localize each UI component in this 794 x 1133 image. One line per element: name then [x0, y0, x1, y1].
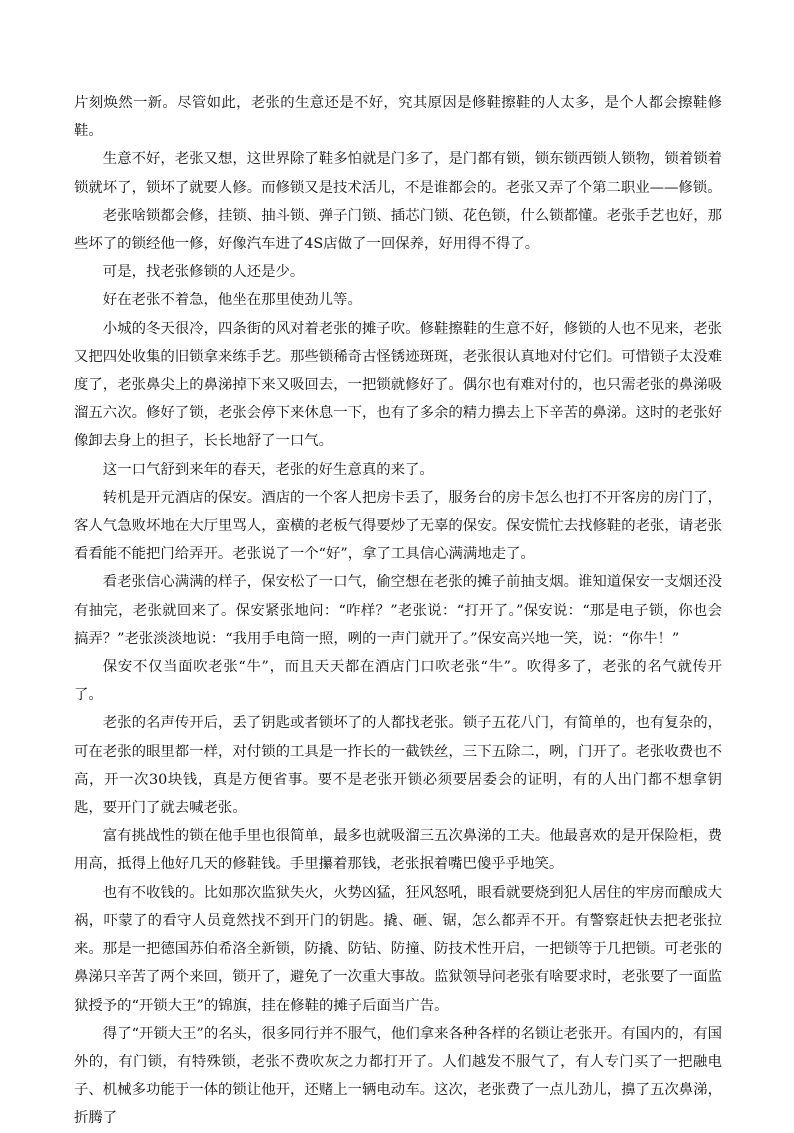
paragraph-9: 看老张信心满满的样子，保安松了一口气，偷空想在老张的摊子前抽支烟。谁知道保安一支烟还没有抽完，老张就回来了。保安紧张地问：“咋样？”老张说：“打开了。”保安说：“那是电子锁，你也会搞弄？”老张淡淡地说：“我用手电筒一照，咧的一声门就开了。”保安高兴地一笑，说：“你牛！” [74, 574, 722, 647]
paragraph-14: 得了“开锁大王”的名头，很多同行并不服气，他们拿来各种各样的名锁让老张开。有国内的，有国外的，有门锁，有特殊锁，老张不费吹灰之力都打开了。人们越发不服气了，有人专门买了一把融电子、机械多功能于一体的锁让他开，还赌上一辆电动车。这次，老张费了一点儿劲儿，擤了五次鼻涕，折腾了 [74, 1025, 722, 1127]
paragraph-5: 好在老张不着急，他坐在那里使劲儿等。 [102, 292, 362, 309]
paragraph-8: 转机是开元酒店的保安。酒店的一个客人把房卡丢了，服务台的房卡怎么也打不开客房的房门了，客人气急败坏地在大厅里骂人，蛮横的老板气得要炒了无辜的保安。保安慌忙去找修鞋的老张，请老张看看能不能把门给弄开。老张说了一个“好”，拿了工具信心满满地走了。 [74, 489, 722, 563]
article-body [74, 89, 722, 1133]
paragraph-7: 这一口气舒到来年的春天，老张的好生意真的来了。 [102, 461, 434, 478]
paragraph-11: 老张的名声传开后，丢了钥匙或者锁坏了的人都找老张。锁子五花八门，有简单的，也有复杂的，可在老张的眼里都一样，对付锁的工具是一拃长的一截铁丝，三下五除二，咧，门开了。老张收费也不高，开一次30块钱，真是方便省事。要不是老张开锁必须要居委会的证明，有的人出门都不想拿钥匙，要开门了就去喊老张。 [74, 715, 722, 817]
paragraph-10: 保安不仅当面吹老张“牛”，而且天天都在酒店门口吹老张“牛”。吹得多了，老张的名气就传开了。 [74, 659, 722, 704]
paragraph-6: 小城的冬天很冷，四条街的风对着老张的摊子吹。修鞋擦鞋的生意不好，修锁的人也不见来，老张又把四处收集的旧锁拿来练手艺。那些锁稀奇古怪锈迹斑斑，老张很认真地对付它们。可惜锁子太没难度了，老张鼻尖上的鼻涕掉下来又吸回去，一把锁就修好了。偶尔也有难对付的，也只需老张的鼻涕吸溜五六次。修好了锁，老张会停下来休息一下，也有了多余的精力擤去上下辛苦的鼻涕。这时的老张好像卸去身上的担子，长长地舒了一口气。 [74, 320, 722, 450]
paragraph-4: 可是，找老张修锁的人还是少。 [102, 264, 305, 281]
paragraph-3: 老张啥锁都会修，挂锁、抽斗锁、弹子门锁、插芯门锁、花色锁，什么锁都懂。老张手艺也好，那些坏了的锁经他一修，好像汽车进了4S店做了一回保养，好用得不得了。 [74, 207, 722, 253]
paragraph-13: 也有不收钱的。比如那次监狱失火，火势凶猛，狂风怒吼，眼看就要烧到犯人居住的牢房而酿成大祸，吓蒙了的看守人员竟然找不到开门的钥匙。撬、砸、锯，怎么都弄不开。有警察赶快去把老张拉来。那是一把德国苏伯希洛全新锁，防撬、防钻、防撞、防技术性开启，一把锁等于几把锁。可老张的鼻涕只辛苦了两个来回，锁开了，避免了一次重大事故。监狱领导问老张有啥要求时，老张要了一面监狱授予的“开锁大王”的锦旗，挂在修鞋的摊子后面当广告。 [74, 884, 722, 1014]
paragraph-12: 富有挑战性的锁在他手里也很简单，最多也就吸溜三五次鼻涕的工夫。他最喜欢的是开保险柜，费用高，抵得上他好几天的修鞋钱。手里攥着那钱，老张抿着嘴巴傻乎乎地笑。 [74, 828, 722, 873]
paragraph-2: 生意不好，老张又想，这世界除了鞋多怕就是门多了，是门都有锁，锁东锁西锁人锁物，锁着锁着锁就坏了，锁坏了就要人修。而修锁又是技术活儿，不是谁都会的。老张又弄了个第二职业——修锁。 [74, 151, 722, 196]
paragraph-1: 片刻焕然一新。尽管如此，老张的生意还是不好，究其原因是修鞋擦鞋的人太多，是个人都会擦鞋修鞋。 [74, 95, 722, 140]
